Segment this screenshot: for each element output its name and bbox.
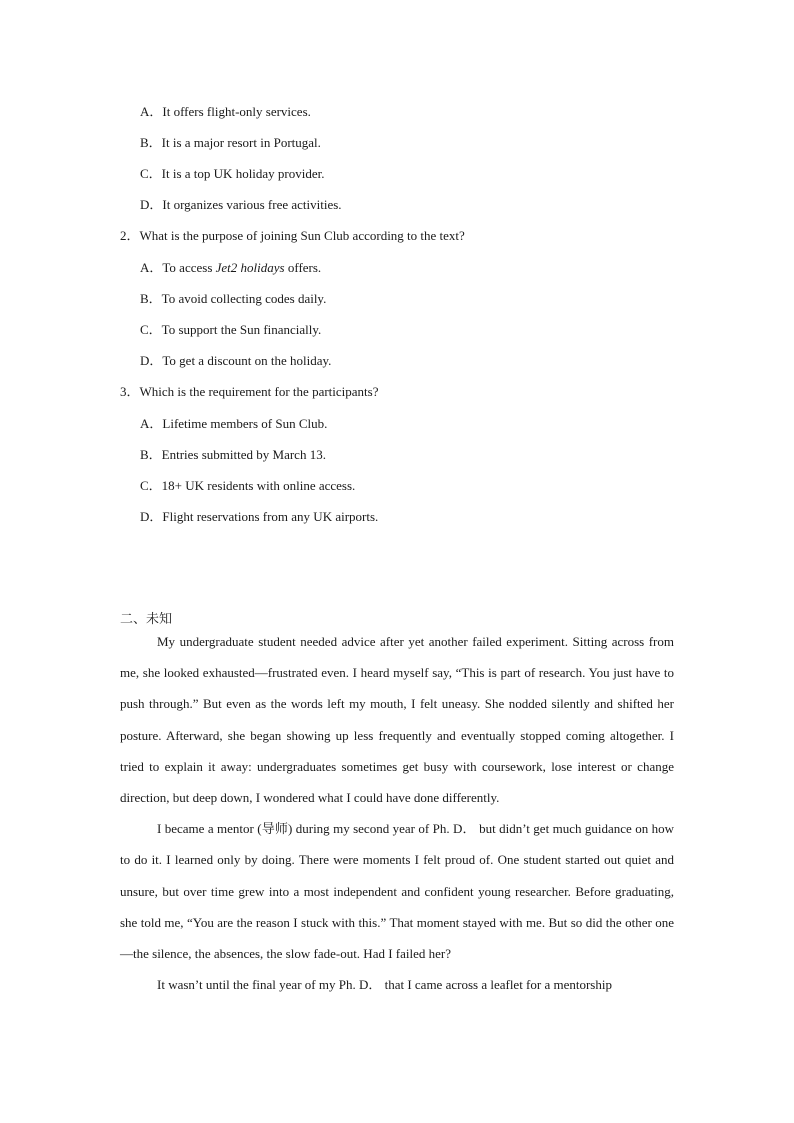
q1-option-a: A．It offers flight-only services.: [140, 104, 311, 119]
q2-option-d: D．To get a discount on the holiday.: [140, 353, 332, 368]
q3-option-c: C．18+ UK residents with online access.: [140, 478, 356, 493]
q2-option-c: C．To support the Sun financially.: [140, 322, 322, 337]
q1-option-b: B．It is a major resort in Portugal.: [140, 135, 321, 150]
q3-option-a: A．Lifetime members of Sun Club.: [140, 416, 328, 431]
q2-option-b: B．To avoid collecting codes daily.: [140, 291, 327, 306]
q1-option-c: C．It is a top UK holiday provider.: [140, 166, 325, 181]
q2-option-a: A．To access Jet2 holidays offers.: [140, 260, 322, 275]
passage-paragraph: My undergraduate student needed advice after yet another failed experiment. Sitting across from me, she looked exhausted—frustrated even. I heard myself say, “This is part of research. You just have to push through.” But even as the words left my mouth, I felt uneasy. She nodded silently and shifted her posture. Afterward, she began showing up less frequently and eventually stopped coming altogether. I tried to explain it away: undergraduates sometimes get busy with coursework, lose interest or change direction, but deep down, I wondered what I could have done differently.: [120, 634, 674, 806]
passage-paragraph: It wasn’t until the final year of my Ph. D． that I came across a leaflet for a mentorship: [157, 977, 612, 993]
q3-option-b: B．Entries submitted by March 13.: [140, 447, 326, 462]
passage-paragraph: I became a mentor (导师) during my second year of Ph. D． but didn’t get much guidance on how to do it. I learned only by doing. There were moments I felt proud of. One student started out quiet and unsure, but over time grew into a most independent and confident young researcher. Before graduating, she told me, “You are the reason I stuck with this.” That moment stayed with me. But so did the other one—the silence, the absences, the slow fade-out. Had I failed her?: [120, 821, 674, 962]
q2-stem: 2．What is the purpose of joining Sun Club according to the text?: [120, 228, 465, 243]
section-title: 二、未知: [120, 612, 173, 627]
q3-option-d: D．Flight reservations from any UK airports.: [140, 509, 379, 524]
q1-option-d: D．It organizes various free activities.: [140, 197, 342, 212]
q3-stem: 3．Which is the requirement for the participants?: [120, 384, 379, 399]
reading-passage: [120, 626, 674, 1000]
